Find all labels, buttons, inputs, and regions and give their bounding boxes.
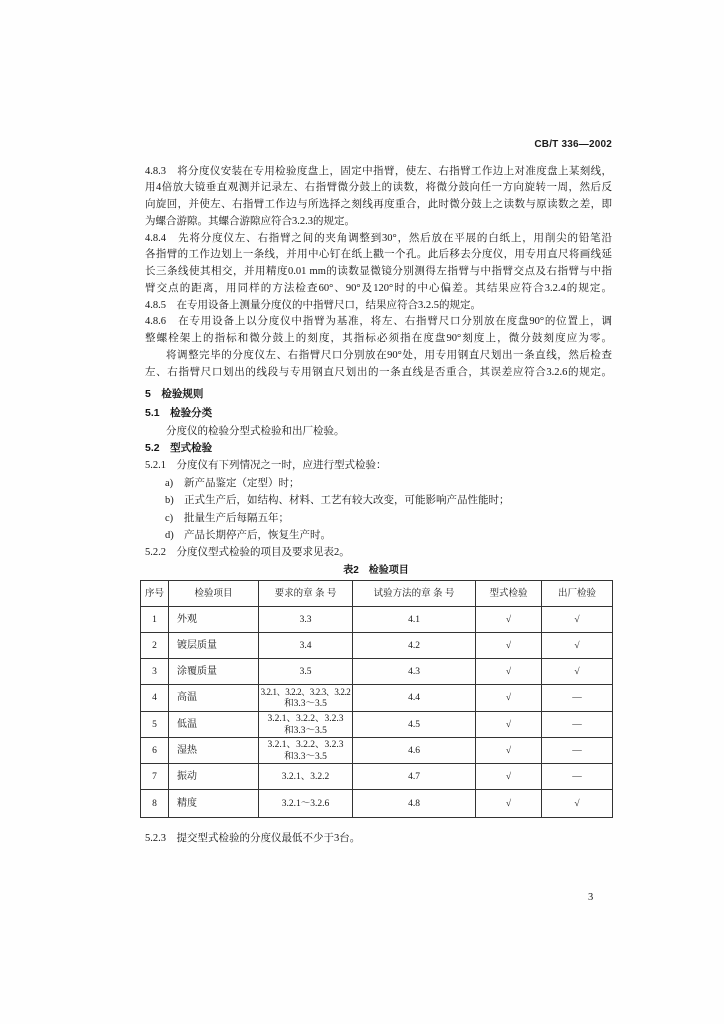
list-item-label: b) bbox=[165, 495, 174, 507]
running-header: CB/T 336—2002 bbox=[534, 139, 612, 150]
clause-4-8-6-continuation bbox=[145, 348, 612, 382]
list-item-text: 批量生产后每隔五年； bbox=[184, 512, 289, 524]
table-cell-no: 2 bbox=[141, 633, 169, 659]
table-row bbox=[141, 738, 613, 764]
table-header-cell: 序号 bbox=[141, 581, 169, 607]
clause-line: 4.8.4 先将分度仪左、右指臂之间的夹角调整到30°，然后放在平展的白纸上，用削尖的铅笔沿 bbox=[145, 232, 612, 244]
clause-line: 整螺栓架上的指标和微分鼓上的刻度，其指标必须指在度盘90°刻度上，微分鼓刻度应为零。 bbox=[145, 333, 612, 345]
clause-line: 向旋回，并使左、右指臂工作边与所选择之刻线再度重合，此时微分鼓上之读数与原读数之差，即 bbox=[145, 199, 612, 211]
table-cell-no: 4 bbox=[141, 685, 169, 712]
table-cell-requirement bbox=[259, 659, 353, 685]
clause-line: 4.8.5 在专用设备上测量分度仪的中指臂尺口，结果应符合3.2.5的规定。 bbox=[145, 299, 481, 311]
table-cell-no: 8 bbox=[141, 790, 169, 818]
table-cell-requirement bbox=[259, 607, 353, 633]
table-row bbox=[141, 633, 613, 659]
table-cell-method: 4.4 bbox=[353, 685, 476, 712]
requirement-line: 和3.3～3.5 bbox=[284, 725, 327, 736]
clause-4-8-6 bbox=[145, 314, 612, 348]
table-cell-method: 4.5 bbox=[353, 712, 476, 738]
table-row bbox=[141, 764, 613, 790]
requirement-line: 3.2.1、3.2.2 bbox=[281, 771, 330, 782]
table-header-cell: 要求的章 条 号 bbox=[259, 581, 353, 607]
requirement-line: 3.2.1、3.2.2、3.2.3 bbox=[267, 713, 344, 724]
table-cell-factory-test: √ bbox=[542, 607, 613, 633]
table-cell-item: 高温 bbox=[169, 685, 259, 712]
section-heading-5: 5 检验规则 bbox=[145, 388, 204, 400]
table-cell-no: 5 bbox=[141, 712, 169, 738]
clause-line: 左、右指臂尺口划出的线段与专用钢直尺划出的一条直线是否重合，其误差应符合3.2.6的规定。 bbox=[145, 366, 612, 378]
list-item-text: 新产品鉴定（定型）时； bbox=[184, 477, 300, 489]
table-cell-requirement bbox=[259, 633, 353, 659]
clause-line: 长三条线使其相交，并用精度0.01 mm的读数显微镜分别测得左指臂与中指臂交点及右指臂与中指 bbox=[145, 266, 612, 278]
table-cell-type-test: √ bbox=[476, 659, 542, 685]
table-cell-item: 镀层质量 bbox=[169, 633, 259, 659]
list-item-label: c) bbox=[165, 512, 174, 524]
table-cell-item: 外观 bbox=[169, 607, 259, 633]
section-heading-5-2: 5.2 型式检验 bbox=[145, 442, 213, 455]
table-cell-factory-test: — bbox=[542, 712, 613, 738]
table-cell-factory-test: √ bbox=[542, 659, 613, 685]
section-5-1-text: 分度仪的检验分型式检验和出厂检验。 bbox=[166, 425, 345, 437]
clause-line: 4.8.3 将分度仪安装在专用检验度盘上，固定中指臂，使左、右指臂工作边上对准度盘上某刻线， bbox=[145, 165, 612, 177]
list-item-text: 产品长期停产后，恢复生产时。 bbox=[184, 530, 331, 542]
table-cell-type-test: √ bbox=[476, 790, 542, 818]
table-cell-method: 4.1 bbox=[353, 607, 476, 633]
page-number: 3 bbox=[588, 892, 594, 903]
section-5-body bbox=[145, 405, 612, 562]
table-row bbox=[141, 607, 613, 633]
clause-4-8-5 bbox=[145, 298, 612, 315]
table-header-cell: 检验项目 bbox=[169, 581, 259, 607]
table-cell-requirement bbox=[259, 790, 353, 818]
table-header-row bbox=[141, 581, 613, 607]
table-header-cell: 出厂检验 bbox=[542, 581, 613, 607]
table-caption: 表2 检验项目 bbox=[343, 565, 409, 576]
table-cell-no: 3 bbox=[141, 659, 169, 685]
table-cell-no: 7 bbox=[141, 764, 169, 790]
requirement-line: 3.4 bbox=[299, 640, 312, 651]
inspection-items-table bbox=[140, 580, 613, 818]
table-cell-no: 6 bbox=[141, 738, 169, 764]
clause-4-8-4 bbox=[145, 231, 612, 298]
requirement-line: 和3.3～3.5 bbox=[284, 751, 327, 762]
list-item-text: 正式生产后，如结构、材料、工艺有较大改变，可能影响产品性能时； bbox=[184, 495, 510, 507]
requirement-line: 3.3 bbox=[299, 614, 312, 625]
table-cell-method: 4.7 bbox=[353, 764, 476, 790]
table-cell-factory-test: √ bbox=[542, 790, 613, 818]
table-header-cell: 试验方法的章 条 号 bbox=[353, 581, 476, 607]
table-cell-method: 4.3 bbox=[353, 659, 476, 685]
table-cell-factory-test: — bbox=[542, 764, 613, 790]
table-row bbox=[141, 685, 613, 712]
list-item-label: a) bbox=[165, 477, 174, 489]
table-cell-item: 低温 bbox=[169, 712, 259, 738]
table-cell-requirement bbox=[259, 712, 353, 738]
requirement-line: 3.2.1、3.2.2、3.2.3、3.2.2 bbox=[260, 687, 351, 697]
clause-4-8-3 bbox=[145, 164, 612, 231]
table-cell-item: 精度 bbox=[169, 790, 259, 818]
clause-line: 为螺合游隙。其螺合游隙应符合3.2.3的规定。 bbox=[145, 215, 355, 227]
clause-5-2-2: 5.2.2 分度仪型式检验的项目及要求见表2。 bbox=[145, 547, 350, 559]
table-row bbox=[141, 712, 613, 738]
table-cell-factory-test: — bbox=[542, 738, 613, 764]
table-cell-type-test: √ bbox=[476, 764, 542, 790]
section-heading-5-1: 5.1 检验分类 bbox=[145, 407, 213, 420]
table-cell-requirement bbox=[259, 685, 353, 712]
list-item-c bbox=[145, 510, 612, 527]
list-item-a bbox=[145, 475, 612, 492]
table-cell-type-test: √ bbox=[476, 685, 542, 712]
requirement-line: 3.2.1、3.2.2、3.2.3 bbox=[267, 739, 344, 750]
list-item-b bbox=[145, 492, 612, 509]
table-cell-type-test: √ bbox=[476, 712, 542, 738]
table-cell-no: 1 bbox=[141, 607, 169, 633]
requirement-line: 3.2.1～3.2.6 bbox=[281, 798, 330, 809]
table-cell-item: 湿热 bbox=[169, 738, 259, 764]
table-cell-factory-test: — bbox=[542, 685, 613, 712]
table-cell-item: 振动 bbox=[169, 764, 259, 790]
table-cell-factory-test: √ bbox=[542, 633, 613, 659]
table-cell-requirement bbox=[259, 738, 353, 764]
requirement-line: 3.5 bbox=[299, 666, 312, 677]
table-row bbox=[141, 659, 613, 685]
table-cell-item: 涂覆质量 bbox=[169, 659, 259, 685]
clause-line: 将调整完毕的分度仪左、右指臂尺口分别放在90°处，用专用钢直尺划出一条直线，然后检查 bbox=[166, 349, 612, 361]
clause-5-2-3: 5.2.3 提交型式检验的分度仪最低不少于3台。 bbox=[145, 832, 361, 844]
table-cell-method: 4.6 bbox=[353, 738, 476, 764]
table-cell-type-test: √ bbox=[476, 633, 542, 659]
table-cell-type-test: √ bbox=[476, 738, 542, 764]
table-cell-method: 4.8 bbox=[353, 790, 476, 818]
list-item-d bbox=[145, 527, 612, 544]
table-cell-type-test: √ bbox=[476, 607, 542, 633]
list-item-label: d) bbox=[165, 530, 174, 542]
table-row bbox=[141, 790, 613, 818]
table-cell-method: 4.2 bbox=[353, 633, 476, 659]
clause-line: 4.8.6 在专用设备上以分度仪中指臂为基准，将左、右指臂尺口分别放在度盘90°的位置上，调 bbox=[145, 316, 612, 328]
clause-line: 用4倍放大镜垂直观测并记录左、右指臂微分鼓上的读数，将微分鼓向任一方向旋转一周，然后反 bbox=[145, 182, 612, 194]
clauses-4-8 bbox=[145, 164, 612, 382]
requirement-line: 和3.3～3.5 bbox=[284, 699, 327, 709]
table-cell-requirement bbox=[259, 764, 353, 790]
table-header-cell: 型式检验 bbox=[476, 581, 542, 607]
clause-line: 臂交点的距离，用同样的方法检查60°、90°及120°时的中心偏差。其结果应符合3.2.4的规定。 bbox=[145, 282, 612, 294]
clause-5-2-1: 5.2.1 分度仪有下列情况之一时，应进行型式检验： bbox=[145, 460, 387, 472]
clause-line: 各指臂的工作边划上一条线，并用中心钉在纸上戳一个孔。此后移去分度仪，用专用直尺将画线延 bbox=[145, 249, 612, 261]
